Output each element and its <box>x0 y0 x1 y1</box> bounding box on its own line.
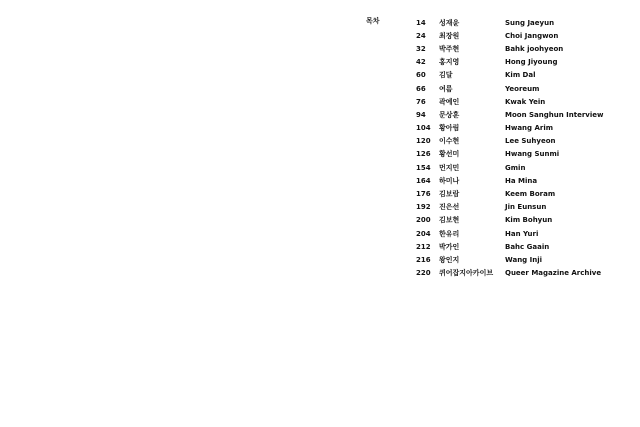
table-of-contents <box>413 16 628 280</box>
toc-korean-name: 박주현 <box>439 44 460 53</box>
toc-page-number: 120 <box>416 137 431 146</box>
toc-entry <box>413 108 628 121</box>
toc-korean-name: 황아림 <box>439 124 460 133</box>
toc-page-number: 32 <box>416 44 426 53</box>
toc-korean-name: 김달 <box>439 71 453 80</box>
toc-korean-name: 황선미 <box>439 150 460 159</box>
toc-korean-name: 하미나 <box>439 176 460 185</box>
toc-english-name: Choi Jangwon <box>505 31 559 40</box>
toc-page-number: 76 <box>416 97 426 106</box>
toc-entry <box>413 16 628 29</box>
toc-english-name: Bahc Gaain <box>505 242 550 251</box>
toc-entry <box>413 122 628 135</box>
toc-entry <box>413 161 628 174</box>
toc-english-name: Han Yuri <box>505 229 539 238</box>
toc-page-number: 94 <box>416 110 426 119</box>
toc-entry <box>413 214 628 227</box>
toc-entry <box>413 187 628 200</box>
toc-korean-name: 퀴어잡지아카이브 <box>439 269 494 278</box>
toc-english-name: Hwang Sunmi <box>505 150 560 159</box>
toc-english-name: Queer Magazine Archive <box>505 269 602 278</box>
toc-english-name: Bahk joohyeon <box>505 44 564 53</box>
toc-entry <box>413 69 628 82</box>
toc-korean-name: 여름 <box>439 84 453 93</box>
toc-korean-name: 박가인 <box>439 242 460 251</box>
toc-entry <box>413 174 628 187</box>
toc-page-number: 42 <box>416 58 426 67</box>
toc-english-name: Ha Mina <box>505 176 538 185</box>
toc-korean-name: 홍지영 <box>439 58 460 67</box>
toc-entry <box>413 227 628 240</box>
toc-english-name: Kim Dal <box>505 71 536 80</box>
toc-page-number: 216 <box>416 255 431 264</box>
toc-page-number: 164 <box>416 176 431 185</box>
toc-page-number: 200 <box>416 216 431 225</box>
toc-entry <box>413 201 628 214</box>
toc-korean-name: 김보람 <box>439 190 460 199</box>
toc-page-number: 60 <box>416 71 426 80</box>
toc-entry <box>413 253 628 266</box>
toc-english-name: Hwang Arim <box>505 124 554 133</box>
toc-korean-name: 이수현 <box>439 137 460 146</box>
toc-korean-name: 진은선 <box>439 203 460 212</box>
toc-english-name: Hong Jiyoung <box>505 58 558 67</box>
toc-heading: 목차 <box>366 17 380 25</box>
toc-page-number: 154 <box>416 163 431 172</box>
toc-english-name: Kwak Yein <box>505 97 546 106</box>
toc-page-number: 176 <box>416 190 431 199</box>
toc-korean-name: 곽예인 <box>439 97 460 106</box>
toc-entry <box>413 135 628 148</box>
toc-korean-name: 왕인지 <box>439 255 460 264</box>
toc-english-name: Sung Jaeyun <box>505 18 555 27</box>
toc-page-number: 104 <box>416 124 431 133</box>
toc-entry <box>413 148 628 161</box>
toc-english-name: Kim Bohyun <box>505 216 553 225</box>
toc-entry <box>413 56 628 69</box>
toc-entry <box>413 240 628 253</box>
toc-korean-name: 문상훈 <box>439 110 460 119</box>
toc-page-number: 126 <box>416 150 431 159</box>
toc-korean-name: 먼지민 <box>439 163 460 172</box>
toc-page-number: 24 <box>416 31 426 40</box>
toc-page-number: 220 <box>416 269 431 278</box>
toc-page-number: 212 <box>416 242 431 251</box>
toc-page-number: 14 <box>416 18 426 27</box>
toc-english-name: Lee Suhyeon <box>505 137 556 146</box>
toc-entry <box>413 82 628 95</box>
toc-page-number: 192 <box>416 203 431 212</box>
toc-entry <box>413 95 628 108</box>
toc-english-name: Keem Boram <box>505 190 556 199</box>
toc-entry <box>413 42 628 55</box>
toc-korean-name: 최장원 <box>439 31 460 40</box>
toc-korean-name: 김보현 <box>439 216 460 225</box>
toc-korean-name: 한유리 <box>439 229 460 238</box>
toc-english-name: Jin Eunsun <box>505 203 547 212</box>
toc-entry <box>413 267 628 280</box>
toc-english-name: Yeoreum <box>505 84 540 93</box>
toc-english-name: Gmin <box>505 163 526 172</box>
toc-entry <box>413 29 628 42</box>
toc-page-number: 204 <box>416 229 431 238</box>
toc-english-name: Moon Sanghun Interview <box>505 110 604 119</box>
toc-page-number: 66 <box>416 84 426 93</box>
toc-korean-name: 성재윤 <box>439 18 460 27</box>
toc-english-name: Wang Inji <box>505 255 543 264</box>
